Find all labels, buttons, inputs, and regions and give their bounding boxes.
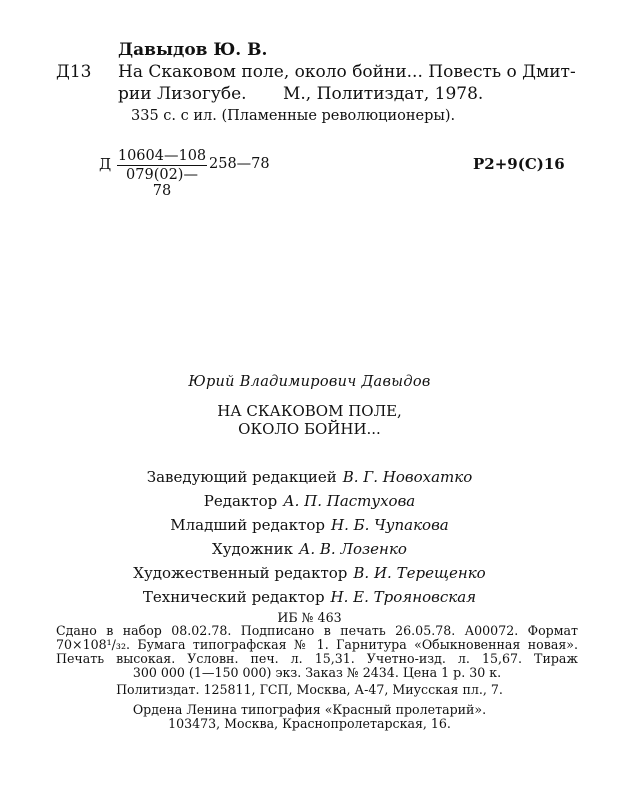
imprint-line: Сдано в набор 08.02.78. Подписано в печать 26.05.78. А00072. Формат	[56, 623, 578, 638]
publisher-year: М., Политиздат, 1978.	[283, 84, 484, 104]
fraction-numerator: 10604—108	[117, 148, 207, 164]
catalog-title-line2: рии Лизогубе.	[118, 84, 247, 104]
imprint-block	[56, 624, 578, 680]
fraction-suffix: 258—78	[209, 156, 270, 172]
credit-row	[0, 540, 619, 558]
credit-row	[0, 516, 619, 534]
credit-row	[0, 564, 619, 582]
credit-name: Н. Е. Трояновская	[330, 588, 477, 606]
shelf-mark: Д13	[56, 62, 92, 82]
bbk-fraction	[117, 148, 207, 199]
imprint-line: 300 000 (1—150 000) экз. Заказ № 2434. Цена 1 р. 30 к.	[132, 665, 502, 680]
classification-code: Р2+9(С)16	[473, 155, 565, 173]
ib-number: ИБ № 463	[277, 610, 342, 625]
credit-name: А. В. Лозенко	[299, 540, 407, 558]
credit-row	[0, 588, 619, 606]
credit-row	[0, 468, 619, 486]
credit-role: Заведующий редакцией	[146, 468, 337, 486]
imprint-line: 70×108¹/₃₂. Бумага типографская № 1. Гарнитура «Обыкновенная новая».	[56, 637, 578, 652]
fraction-denominator: 079(02)—78	[126, 167, 198, 199]
credit-name: В. Г. Новохатко	[342, 468, 473, 486]
credit-row	[0, 492, 619, 510]
credit-role: Младший редактор	[170, 516, 325, 534]
credit-role: Технический редактор	[142, 588, 325, 606]
credit-role: Художник	[212, 540, 293, 558]
imprint-line: Печать высокая. Условн. печ. л. 15,31. Учетно-изд. л. 15,67. Тираж	[56, 651, 578, 666]
publisher-address: Политиздат. 125811, ГСП, Москва, А-47, Миусская пл., 7.	[116, 682, 503, 697]
credit-name: Н. Б. Чупакова	[331, 516, 449, 534]
credit-name: А. П. Пастухова	[283, 492, 416, 510]
book-title-line2: ОКОЛО БОЙНИ...	[238, 420, 381, 438]
printer-name: Ордена Ленина типография «Красный пролетарий».	[132, 702, 487, 717]
catalog-title-line1: На Скаковом поле, около бойни... Повесть о Дмит-	[118, 62, 576, 82]
catalog-description: 335 с. с ил. (Пламенные революционеры).	[131, 108, 456, 124]
author-full-name: Юрий Владимирович Давыдов	[188, 374, 431, 390]
printer-address: 103473, Москва, Краснопролетарская, 16.	[168, 716, 451, 731]
author-heading: Давыдов Ю. В.	[118, 40, 268, 60]
book-title-line1: НА СКАКОВОМ ПОЛЕ,	[217, 402, 402, 420]
credit-role: Художественный редактор	[133, 564, 348, 582]
credit-role: Редактор	[203, 492, 278, 510]
index-letter: Д	[99, 155, 112, 173]
credit-name: В. И. Терещенко	[353, 564, 486, 582]
